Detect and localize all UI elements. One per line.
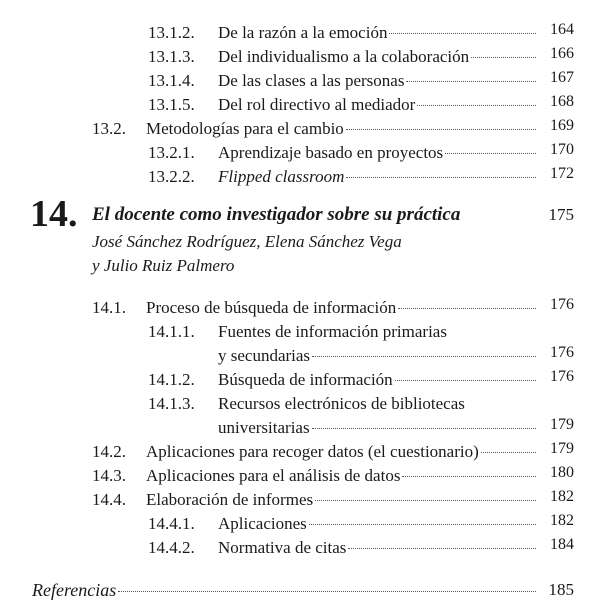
toc-entry-13-1-4 xyxy=(148,69,574,93)
section-title: Búsqueda de información xyxy=(218,370,393,389)
section-number: 13.2.1. xyxy=(148,143,195,162)
page-number: 182 xyxy=(550,488,574,505)
section-title: Proceso de búsqueda de información xyxy=(146,298,397,317)
section-number: 13.1.5. xyxy=(148,95,195,114)
section-number: 14.1.1. xyxy=(148,322,195,341)
section-number: 13.1.4. xyxy=(148,71,195,90)
dot-leader xyxy=(445,153,536,154)
dot-leader xyxy=(395,380,536,381)
chapter-authors-line-1: José Sánchez Rodríguez, Elena Sánchez Vega xyxy=(92,232,402,251)
toc-entry-references xyxy=(32,578,574,602)
toc-entry-14-1-1-continued xyxy=(148,344,574,368)
dot-leader xyxy=(471,57,536,58)
section-number: 14.1. xyxy=(92,298,126,317)
section-title: Aprendizaje basado en proyectos xyxy=(218,143,444,162)
dot-leader xyxy=(346,129,536,130)
toc-entry-13-2 xyxy=(92,117,574,141)
section-number: 14.1.2. xyxy=(148,370,195,389)
toc-entry-14-2 xyxy=(92,440,574,464)
page-number: 184 xyxy=(550,536,574,553)
chapter-page-number: 175 xyxy=(548,205,574,224)
toc-entry-14-1-1 xyxy=(148,320,574,344)
page-number: 166 xyxy=(550,45,574,62)
dot-leader xyxy=(309,524,536,525)
section-title: Del individualismo a la colaboración xyxy=(218,47,470,66)
page-number: 164 xyxy=(550,21,574,38)
section-title: universitarias xyxy=(218,418,310,437)
page-number: 185 xyxy=(548,580,574,599)
toc-entry-13-2-2 xyxy=(148,165,574,189)
toc-entry-14-1-2 xyxy=(148,368,574,392)
page-number: 179 xyxy=(550,416,574,433)
toc-entry-13-1-2 xyxy=(148,21,574,45)
section-title: De la razón a la emoción xyxy=(218,23,388,42)
section-title: Flipped classroom xyxy=(218,167,345,186)
page-number: 176 xyxy=(550,344,574,361)
section-number: 13.2. xyxy=(92,119,126,138)
toc-entry-14-4-2 xyxy=(148,536,574,560)
toc-entry-14-1-3 xyxy=(148,392,574,416)
section-title: Del rol directivo al mediador xyxy=(218,95,416,114)
section-number: 13.1.3. xyxy=(148,47,195,66)
page-number: 176 xyxy=(550,368,574,385)
dot-leader xyxy=(118,591,536,592)
dot-leader xyxy=(312,428,536,429)
section-number: 14.3. xyxy=(92,466,126,485)
toc-entry-14-1 xyxy=(92,296,574,320)
dot-leader xyxy=(398,308,536,309)
dot-leader xyxy=(348,548,536,549)
section-number: 14.2. xyxy=(92,442,126,461)
page-number: 172 xyxy=(550,165,574,182)
page-number: 169 xyxy=(550,117,574,134)
section-title: Normativa de citas xyxy=(218,538,347,557)
page-number: 168 xyxy=(550,93,574,110)
dot-leader xyxy=(389,33,536,34)
section-number: 14.4. xyxy=(92,490,126,509)
chapter-authors-line-2: y Julio Ruiz Palmero xyxy=(92,256,235,275)
dot-leader xyxy=(406,81,536,82)
section-title: Metodologías para el cambio xyxy=(146,119,344,138)
section-number: 14.1.3. xyxy=(148,394,195,413)
page-number: 180 xyxy=(550,464,574,481)
section-title: Aplicaciones para el análisis de datos xyxy=(146,466,401,485)
toc-entry-13-1-3 xyxy=(148,45,574,69)
page-number: 167 xyxy=(550,69,574,86)
section-number: 13.1.2. xyxy=(148,23,195,42)
chapter-title: El docente como investigador sobre su práctica xyxy=(92,204,461,225)
dot-leader xyxy=(312,356,536,357)
dot-leader xyxy=(402,476,536,477)
section-number: 14.4.2. xyxy=(148,538,195,557)
chapter-number: 14. xyxy=(30,193,78,235)
toc-entry-13-1-5 xyxy=(148,93,574,117)
dot-leader xyxy=(417,105,536,106)
toc-entry-14-4 xyxy=(92,488,574,512)
section-title: Recursos electrónicos de bibliotecas xyxy=(218,394,465,413)
page-number: 182 xyxy=(550,512,574,529)
section-number: 14.4.1. xyxy=(148,514,195,533)
section-number: 13.2.2. xyxy=(148,167,195,186)
toc-entry-14-4-1 xyxy=(148,512,574,536)
toc-entry-14-1-3-continued xyxy=(148,416,574,440)
page-number: 176 xyxy=(550,296,574,313)
section-title: De las clases a las personas xyxy=(218,71,405,90)
section-title: Aplicaciones xyxy=(218,514,307,533)
page-number: 179 xyxy=(550,440,574,457)
dot-leader xyxy=(315,500,536,501)
section-title: Aplicaciones para recoger datos (el cuestionario) xyxy=(146,442,479,461)
page-number: 170 xyxy=(550,141,574,158)
section-title: y secundarias xyxy=(218,346,311,365)
section-title: Fuentes de información primarias xyxy=(218,322,447,341)
toc-entry-14-3 xyxy=(92,464,574,488)
dot-leader xyxy=(346,177,536,178)
references-title: Referencias xyxy=(32,580,117,600)
toc-entry-13-2-1 xyxy=(148,141,574,165)
dot-leader xyxy=(481,452,536,453)
section-title: Elaboración de informes xyxy=(146,490,314,509)
